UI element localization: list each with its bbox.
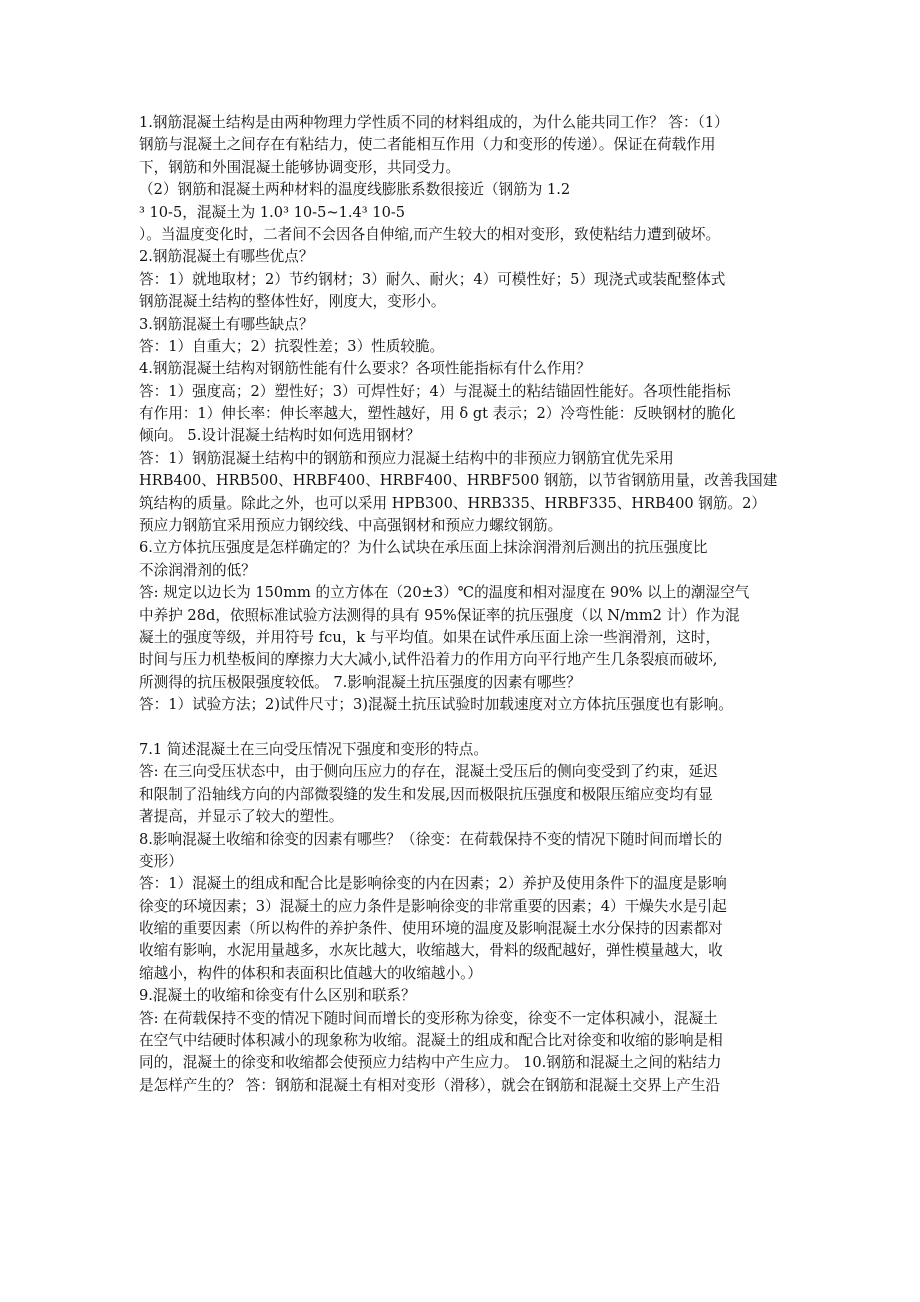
text-line: 4.钢筋混凝土结构对钢筋性能有什么要求？各项性能指标有什么作用？ xyxy=(139,360,591,378)
text-line: 答：1）自重大；2）抗裂性差；3）性质较脆。 xyxy=(139,337,445,355)
text-line: （2）钢筋和混凝土两种材料的温度线膨胀系数很接近（钢筋为 1.2 xyxy=(139,181,571,199)
text-line: 徐变的环境因素；3）混凝土的应力条件是影响徐变的非常重要的因素；4）干燥失水是引起 xyxy=(139,897,727,915)
text-line: 下，钢筋和外围混凝土能够协调变形，共同受力。 xyxy=(139,158,461,176)
text-line: 中养护 28d，依照标准试验方法测得的具有 95%保证率的抗压强度（以 N/mm2 计）作为混 xyxy=(139,606,740,624)
text-line: 收缩有影响，水泥用量越多，水灰比越大，收缩越大，骨料的级配越好，弹性模量越大，收 xyxy=(139,942,723,960)
text-line: 收缩的重要因素（所以构件的养护条件、使用环境的温度及影响混凝土水分保持的因素都对 xyxy=(139,920,723,938)
text-line: 答：1）强度高；2）塑性好；3）可焊性好；4）与混凝土的粘结锚固性能好。各项性能指标 xyxy=(139,382,731,400)
text-line: 预应力钢筋宜采用预应力钢绞线、中高强钢材和预应力螺纹钢筋。 xyxy=(139,517,563,535)
text-line: 筑结构的质量。除此之外，也可以采用 HPB300、HRB335、HRBF335、HRB400 钢筋。2） xyxy=(139,494,766,512)
document-body xyxy=(139,112,789,1097)
text-line: 答：1）钢筋混凝土结构中的钢筋和预应力混凝土结构中的非预应力钢筋宜优先采用 xyxy=(139,449,674,467)
text-line: 和限制了沿轴线方向的内部微裂缝的发生和发展,因而极限抗压强度和极限压缩应变均有显 xyxy=(139,785,713,803)
text-line: 时间与压力机垫板间的摩擦力大大减小,试件沿着力的作用方向平行地产生几条裂痕而破坏, xyxy=(139,651,718,669)
text-line: 答: 在三向受压状态中，由于侧向压应力的存在，混凝土受压后的侧向变受到了约束，延迟 xyxy=(139,763,718,781)
text-line: 凝土的强度等级，并用符号 fcu，k 与平均值。如果在试件承压面上涂一些润滑剂，这时， xyxy=(139,628,721,646)
text-line: 答：1）试验方法；2)试件尺寸；3)混凝土抗压试验时加载速度对立方体抗压强度也有影响。 xyxy=(139,696,733,714)
text-line: 倾向。 5.设计混凝土结构时如何选用钢材？ xyxy=(139,427,421,445)
text-line: 3.钢筋混凝土有哪些缺点？ xyxy=(139,315,314,333)
text-line: 答: 规定以边长为 150mm 的立方体在（20±3）℃的温度和相对湿度在 90% 以上的潮湿空气 xyxy=(139,584,750,602)
text-line: 答: 在荷载保持不变的情况下随时间而增长的变形称为徐变，徐变不一定体积减小，混凝土 xyxy=(139,1009,718,1027)
text-line: 7.1 简述混凝土在三向受压情况下强度和变形的特点。 xyxy=(139,740,488,758)
text-line: 1.钢筋混凝土结构是由两种物理力学性质不同的材料组成的，为什么能共同工作？ 答：（1） xyxy=(139,114,729,131)
text-line: 变形） xyxy=(139,852,183,870)
text-line: 钢筋混凝土结构的整体性好，刚度大，变形小。 xyxy=(139,293,446,311)
text-line: 2.钢筋混凝土有哪些优点？ xyxy=(139,248,314,266)
text-line: 9.混凝土的收缩和徐变有什么区别和联系？ xyxy=(139,987,416,1005)
text-line: 答：1）就地取材；2）节约钢材；3）耐久、耐火；4）可模性好；5）现浇式或装配整体式 xyxy=(139,270,726,288)
text-line: ）。当温度变化时，二者间不会因各自伸缩,而产生较大的相对变形，致使粘结力遭到破坏。 xyxy=(139,225,721,243)
text-line: 有作用：1）伸长率：伸长率越大，塑性越好，用 δ gt 表示；2）冷弯性能：反映钢材的脆化 xyxy=(139,405,736,423)
text-line: HRB400、HRB500、HRBF400、HRBF400、HRBF500 钢筋，以节省钢筋用量，改善我国建 xyxy=(139,472,778,490)
text-line: 缩越小，构件的体积和表面积比值越大的收缩越小。） xyxy=(139,964,482,982)
text-line: 同的，混凝土的徐变和收缩都会使预应力结构中产生应力。 10.钢筋和混凝土之间的粘结力 xyxy=(139,1054,722,1072)
text-line: 答：1）混凝土的组成和配合比是影响徐变的内在因素；2）养护及使用条件下的温度是影响 xyxy=(139,875,727,893)
text-line: 是怎样产生的？ 答：钢筋和混凝土有相对变形（滑移），就会在钢筋和混凝土交界上产生沿 xyxy=(139,1076,721,1094)
text-line: 在空气中结硬时体积减小的现象称为收缩。混凝土的组成和配合比对徐变和收缩的影响是相 xyxy=(139,1032,723,1050)
text-line: 不涂润滑剂的低？ xyxy=(139,561,256,579)
text-line: 所测得的抗压极限强度较低。 7.影响混凝土抗压强度的因素有哪些？ xyxy=(139,673,581,691)
text-line: 8.影响混凝土收缩和徐变的因素有哪些？（徐变：在荷载保持不变的情况下随时间而增长的 xyxy=(139,830,723,848)
text-line: 6.立方体抗压强度是怎样确定的？为什么试块在承压面上抹涂润滑剂后测出的抗压强度比 xyxy=(139,539,708,557)
text-line: 钢筋与混凝土之间存在有粘结力，使二者能相互作用（力和变形的传递）。保证在荷载作用 xyxy=(139,136,716,154)
text-line: ³ 10-5，混凝土为 1.0³ 10-5~1.4³ 10-5 xyxy=(139,203,406,221)
text-line: 著提高，并显示了较大的塑性。 xyxy=(139,808,344,826)
blank-line xyxy=(139,717,789,739)
